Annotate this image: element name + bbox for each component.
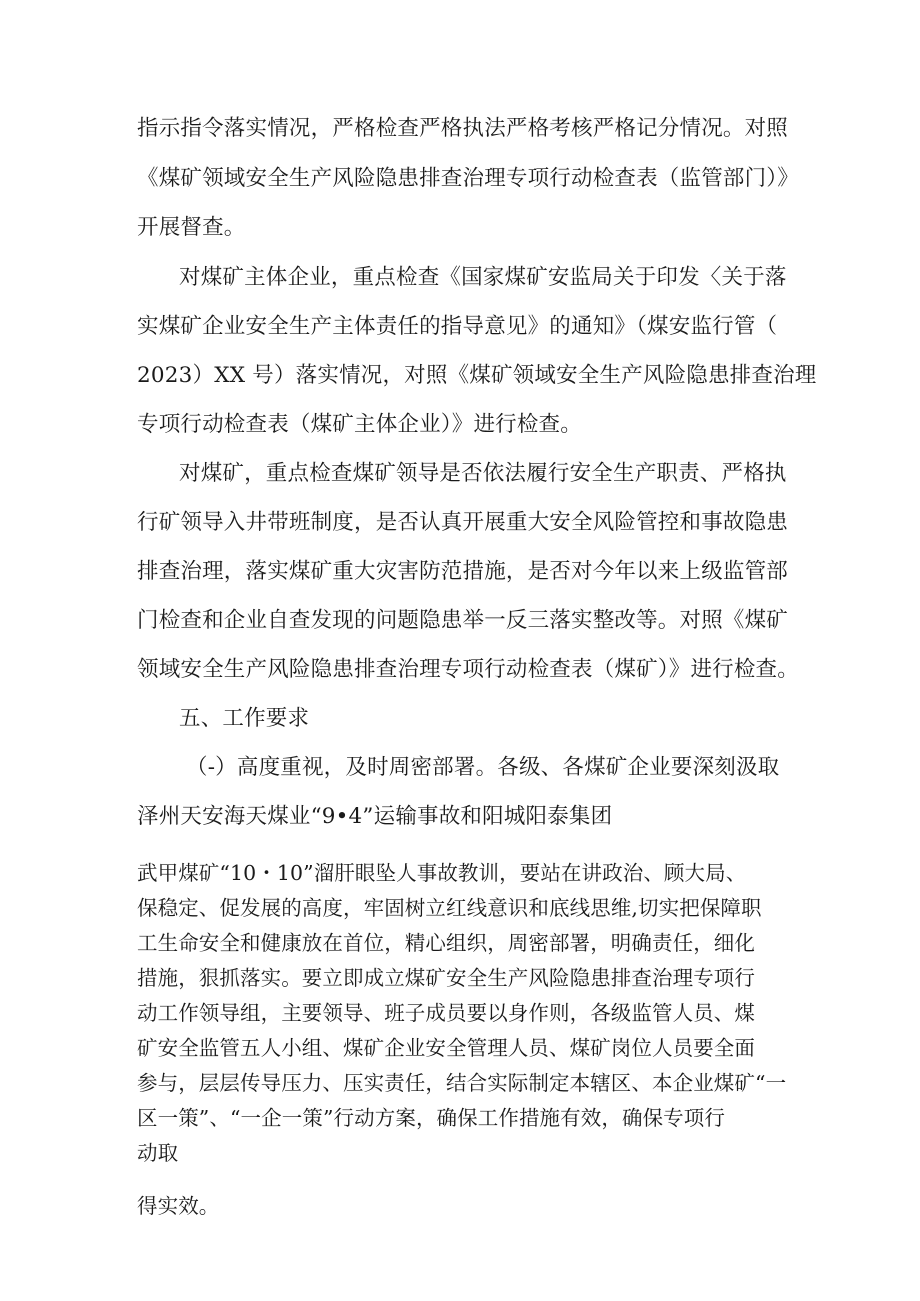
text-line: 指示指令落实情况，严格检查严格执法严格考核严格记分情况。对照 [137, 116, 789, 141]
text-line: 领域安全生产风险隐患排查治理专项行动检查表（煤矿）》进行检查。 [137, 657, 799, 682]
text-line: 措施，狠抓落实。要立即成立煤矿安全生产风险隐患排查治理专项行 [137, 966, 755, 990]
text-line: 行矿领导入井带班制度，是否认真开展重大安全风险管控和事故隐患 [137, 510, 789, 535]
text-line: 武甲煤矿“10・10”溜肝眼坠人事故教训，要站在讲政治、顾大局、 [137, 861, 747, 885]
text-line: 区一策”、“一企一策”行动方案，确保工作措施有效，确保专项行 [137, 1106, 725, 1130]
text-line: 专项行动检查表（煤矿主体企业）》进行检查。 [137, 412, 582, 437]
text-line: 动工作领导组，主要领导、班子成员要以身作则，各级监管人员、煤 [137, 1001, 755, 1025]
text-line: 工生命安全和健康放在首位，精心组织，周密部署，明确责任，细化 [137, 931, 755, 955]
text-line: 门检查和企业自查发现的问题隐患举一反三落实整改等。对照《煤矿 [137, 608, 789, 633]
text-line: 对煤矿主体企业，重点检查《国家煤矿安监局关于印发〈关于落 [179, 265, 787, 290]
text-line: 2023）XX 号）落实情况，对照《煤矿领域安全生产风险隐患排查治理 [137, 363, 817, 388]
text-line: 排查治理，落实煤矿重大灾害防范措施，是否对今年以来上级监管部 [137, 559, 789, 584]
text-line: 对煤矿，重点检查煤矿领导是否依法履行安全生产职责、严格执 [179, 461, 787, 486]
text-line: 动取 [137, 1141, 179, 1165]
text-line: 开展督查。 [137, 215, 246, 240]
text-line: 实煤矿企业安全生产主体责任的指导意见》的通知》（煤安监行管（ [137, 314, 778, 339]
text-line: 得实效。 [137, 1194, 220, 1218]
text-line: 保稳定、促发展的高度，牢固树立红线意识和底线思维,切实把保障职 [137, 896, 762, 920]
text-line: （-）高度重视，及时周密部署。各级、各煤矿企业要深刻汲取 [186, 755, 780, 780]
text-line: 《煤矿领域安全生产风险隐患排查治理专项行动检查表（监管部门）》 [137, 166, 799, 191]
text-line: 泽州天安海天煤业“9•4”运输事故和阳城阳泰集团 [137, 804, 613, 829]
text-line: 参与，层层传导压力、压实责任，结合实际制定本辖区、本企业煤矿“一 [137, 1071, 787, 1095]
heading-text: 五、工作要求 [179, 706, 310, 731]
text-line: 矿安全监管五人小组、煤矿企业安全管理人员、煤矿岗位人员要全面 [137, 1036, 755, 1060]
